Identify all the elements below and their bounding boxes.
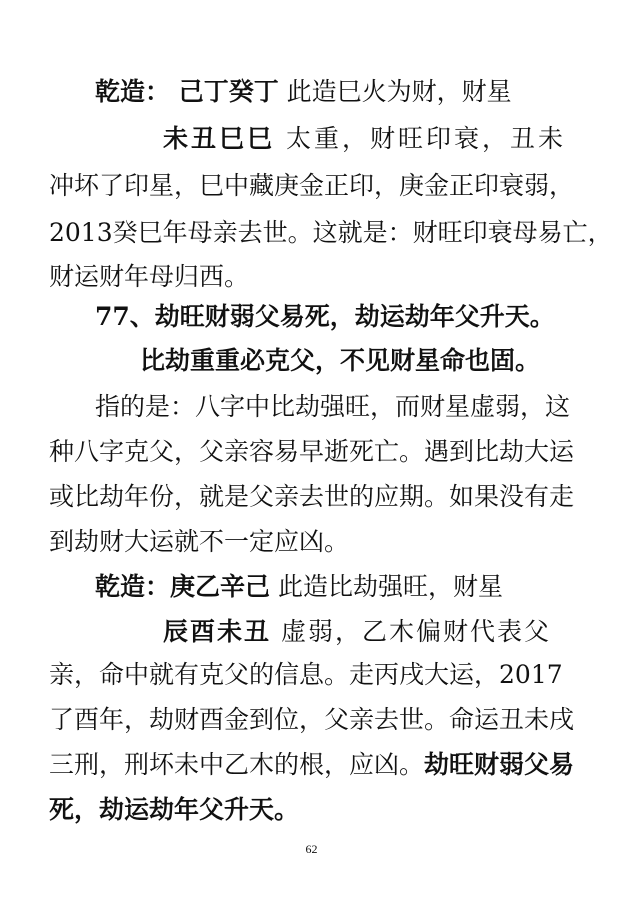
chart-text-1: 此造巳火为财，财星 bbox=[278, 77, 512, 106]
paragraph-text: 种八字克父，父亲容易早逝死亡。遇到比劫大运 bbox=[49, 437, 575, 466]
paragraph-text: 到劫财大运就不一定应凶。 bbox=[49, 527, 350, 556]
text-line-4 bbox=[49, 218, 613, 248]
section-heading-77 bbox=[95, 302, 555, 332]
heading-text-1: 77、劫旺财弱父易死，劫运劫年父升天。 bbox=[95, 302, 555, 331]
text-line-13 bbox=[163, 617, 551, 647]
chart-text-3: 此造比劫强旺，财星 bbox=[270, 572, 503, 601]
chart-label-2: 乾造：庚乙辛己 bbox=[95, 572, 271, 601]
paragraph-text: 冲坏了印星，巳中藏庚金正印，庚金正印衰弱， bbox=[49, 171, 575, 200]
text-line-17 bbox=[49, 795, 299, 825]
chart-label-1: 乾造： 己丁癸丁 bbox=[95, 77, 279, 106]
paragraph-text: 三刑，刑坏未中乙木的根，应凶。 bbox=[49, 750, 425, 779]
paragraph-text: 亲，命中就有克父的信息。走丙戌大运，2017 bbox=[49, 660, 563, 689]
text-line-5 bbox=[49, 262, 249, 292]
emphasis-text-end: 死，劫运劫年父升天。 bbox=[49, 795, 300, 824]
section-subheading bbox=[140, 346, 540, 376]
paragraph-text: 指的是：八字中比劫强旺，而财星虚弱，这 bbox=[95, 392, 571, 421]
text-line-10 bbox=[49, 482, 574, 512]
page-number: 62 bbox=[305, 842, 318, 856]
text-line-8 bbox=[95, 392, 570, 422]
text-line-1 bbox=[95, 77, 512, 107]
chart-branches-1: 未丑巳巳 bbox=[163, 124, 276, 153]
paragraph-text: 了酉年，劫财酉金到位，父亲去世。命运丑未戌 bbox=[49, 705, 575, 734]
paragraph-text: 2013癸巳年母亲去世。这就是：财旺印衰母易亡， bbox=[49, 218, 613, 247]
chart-text-4: 虚弱，乙木偏财代表父 bbox=[271, 617, 551, 646]
emphasis-text: 劫旺财弱父易 bbox=[424, 750, 575, 779]
text-line-9 bbox=[49, 437, 574, 467]
chart-branches-2: 辰酉未丑 bbox=[163, 617, 272, 646]
chart-text-2: 太重，财旺印衰，丑未 bbox=[275, 124, 566, 153]
text-line-11 bbox=[49, 527, 349, 557]
text-line-2 bbox=[163, 124, 566, 154]
text-line-15 bbox=[49, 705, 574, 735]
text-line-3 bbox=[49, 171, 574, 201]
paragraph-text: 或比劫年份，就是父亲去世的应期。如果没有走 bbox=[49, 482, 575, 511]
paragraph-text: 财运财年母归西。 bbox=[49, 262, 250, 291]
text-line-14 bbox=[49, 660, 563, 690]
heading-text-2: 比劫重重必克父，不见财星命也固。 bbox=[140, 346, 541, 375]
text-line-12 bbox=[95, 572, 503, 602]
text-line-16 bbox=[49, 750, 574, 780]
